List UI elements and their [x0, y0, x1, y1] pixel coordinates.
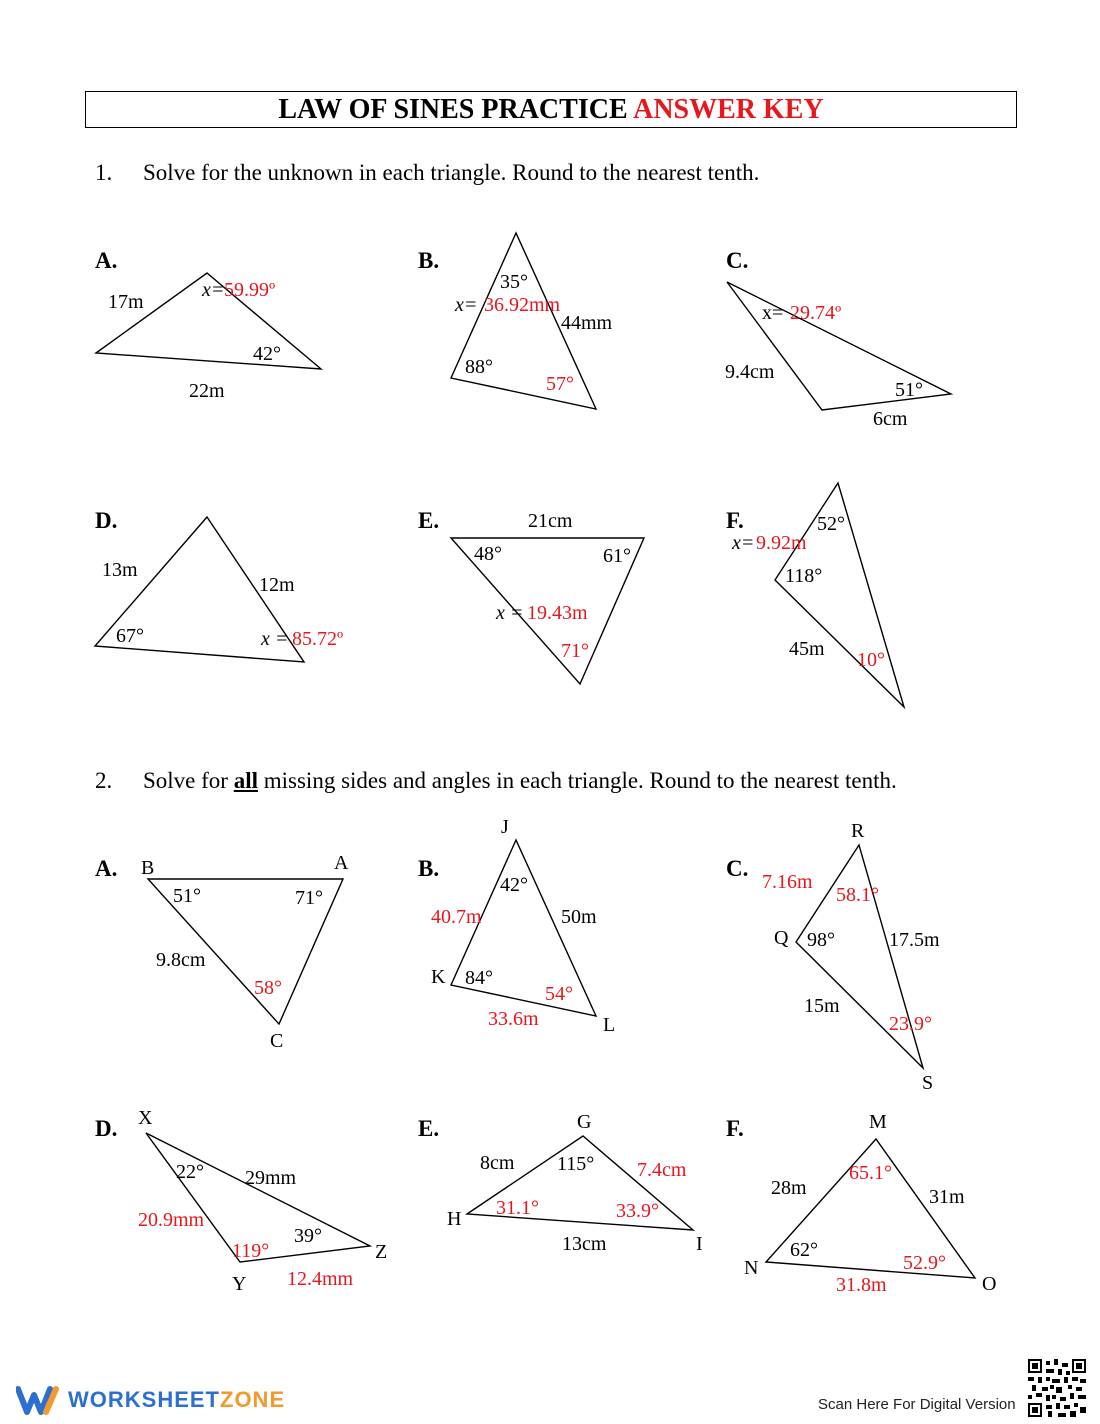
q2-f-answer-angle-m: 65.1°: [849, 1162, 892, 1184]
q1-c-label: C.: [726, 248, 749, 273]
q2-b-vertex-j: J: [501, 816, 509, 838]
q2-d-answer-side-yz: 12.4mm: [287, 1268, 354, 1290]
q2-c-vertex-r: R: [851, 820, 865, 842]
q2-b-side-jl: 50m: [561, 906, 597, 928]
q1-d-angle: 67°: [116, 625, 144, 647]
q2-e-label: E.: [418, 1116, 440, 1141]
q1-e-angle-right: 61°: [603, 545, 631, 567]
q2-e-answer-angle-i: 33.9°: [616, 1200, 659, 1222]
q2-d-answer-side-xy: 20.9mm: [138, 1209, 205, 1231]
q2-e-side-gh: 8cm: [480, 1152, 515, 1174]
q2-c-vertex-s: S: [922, 1072, 934, 1094]
q1-c-x-prefix: x=: [762, 302, 784, 324]
question-2-text-before: Solve for: [143, 768, 234, 793]
q1-b-label: B.: [418, 248, 440, 273]
q2-f-label: F.: [726, 1116, 744, 1141]
q1-f-answer: 9.92m: [756, 532, 807, 554]
q2-d-answer-angle-y: 119°: [232, 1240, 270, 1262]
q2-f-vertex-n: N: [744, 1257, 759, 1279]
q2-triangle-c: [726, 820, 940, 1094]
q2-c-side-qs: 15m: [804, 995, 840, 1017]
q2-e-vertex-g: G: [577, 1111, 592, 1133]
q1-triangle-d: [95, 508, 343, 662]
q2-a-vertex-a: A: [334, 852, 349, 874]
q2-d-label: D.: [95, 1116, 118, 1141]
q1-a-angle: 42°: [253, 343, 281, 365]
q2-f-angle-n: 62°: [790, 1239, 818, 1261]
q2-d-vertex-y: Y: [232, 1273, 247, 1295]
q2-b-vertex-k: K: [431, 966, 446, 988]
question-1-text: Solve for the unknown in each triangle. Round to the nearest tenth.: [143, 160, 760, 185]
q1-b-angle-left: 88°: [465, 356, 493, 378]
q1-c-angle: 51°: [895, 379, 923, 401]
q1-f-angle-top: 52°: [817, 513, 845, 535]
question-2-number: 2.: [95, 768, 113, 793]
q1-e-answer: 19.43m: [527, 602, 588, 624]
q2-e-answer-angle-h: 31.1°: [496, 1197, 539, 1219]
worksheetzone-logo[interactable]: [16, 1384, 285, 1416]
q1-triangle-b: [418, 233, 613, 409]
q1-c-side1: 9.4cm: [725, 361, 775, 383]
q1-c-answer: 29.74º: [790, 302, 842, 324]
q2-a-angle-a: 71°: [295, 887, 323, 909]
q2-c-answer-angle-r: 58.1°: [836, 884, 879, 906]
q1-f-side: 45m: [789, 638, 825, 660]
q2-triangle-f: [726, 1111, 996, 1296]
q1-b-side: 44mm: [561, 312, 613, 334]
q1-triangle-a: [95, 248, 321, 402]
worksheetzone-wordmark: [68, 1387, 285, 1413]
worksheetzone-w-icon: [16, 1385, 62, 1415]
q2-c-label: C.: [726, 856, 749, 881]
q1-a-side1: 17m: [108, 291, 144, 313]
q1-a-side2: 22m: [189, 380, 225, 402]
q1-triangle-c: [725, 248, 951, 430]
q1-f-label: F.: [726, 508, 744, 533]
q2-triangle-a: [95, 852, 349, 1052]
q2-d-side-xz: 29mm: [245, 1167, 297, 1189]
q2-e-angle-g: 115°: [557, 1153, 595, 1175]
q2-f-vertex-o: O: [982, 1273, 997, 1295]
q1-f-angle-left: 118°: [785, 565, 823, 587]
q2-c-answer-angle-s: 23.9°: [889, 1013, 932, 1035]
q1-f-answer-angle: 10°: [857, 649, 885, 671]
q1-b-angle-top: 35°: [500, 271, 528, 293]
question-1-number: 1.: [95, 160, 113, 185]
q2-a-side-bc: 9.8cm: [156, 949, 206, 971]
q2-f-vertex-m: M: [869, 1111, 887, 1133]
q2-c-answer-side-qr: 7.16m: [762, 871, 813, 893]
q1-a-label: A.: [95, 248, 118, 273]
q1-d-label: D.: [95, 508, 118, 533]
q2-d-vertex-x: X: [138, 1107, 153, 1129]
q1-e-answer-angle: 71°: [561, 640, 589, 662]
q1-triangle-f: [726, 483, 904, 707]
title-answer-key: ANSWER KEY: [633, 94, 824, 125]
q2-f-answer-angle-o: 52.9°: [903, 1252, 946, 1274]
q2-d-vertex-z: Z: [375, 1241, 388, 1263]
brand-worksheet: WORKSHEET: [68, 1387, 220, 1412]
q1-d-side1: 13m: [102, 559, 138, 581]
q1-b-answer-angle: 57°: [546, 373, 574, 395]
q2-a-vertex-c: C: [270, 1030, 284, 1052]
q2-b-label: B.: [418, 856, 440, 881]
q2-c-vertex-q: Q: [774, 927, 789, 949]
q2-triangle-e: [418, 1111, 703, 1255]
q2-b-answer-side-kl: 33.6m: [488, 1008, 539, 1030]
q1-e-side-top: 21cm: [528, 510, 573, 532]
q1-a-x-prefix: x=: [202, 279, 225, 301]
scan-text: Scan Here For Digital Version: [818, 1396, 1016, 1413]
q2-e-vertex-h: H: [447, 1208, 462, 1230]
q2-a-angle-b: 51°: [173, 885, 201, 907]
q2-b-angle-k: 84°: [465, 967, 493, 989]
q2-b-shape: [451, 840, 596, 1016]
q2-d-angle-x: 22°: [176, 1161, 204, 1183]
q2-b-angle-j: 42°: [500, 874, 528, 896]
q1-triangle-e: [418, 508, 644, 684]
q2-f-side-mo: 31m: [929, 1186, 965, 1208]
question-2-text-bold: all: [233, 768, 258, 793]
q2-e-vertex-i: I: [696, 1233, 703, 1255]
q2-b-answer-side-jk: 40.7m: [431, 906, 482, 928]
q2-e-side-hi: 13cm: [562, 1233, 607, 1255]
q1-e-label: E.: [418, 508, 440, 533]
q2-triangle-d: [95, 1107, 387, 1295]
q2-a-answer-angle-c: 58°: [254, 977, 282, 999]
q2-f-answer-side-no: 31.8m: [836, 1274, 887, 1296]
q2-f-side-mn: 28m: [771, 1177, 807, 1199]
q2-triangle-b: [418, 816, 615, 1036]
brand-zone: ZONE: [220, 1387, 286, 1412]
q2-e-answer-side-gi: 7.4cm: [637, 1159, 687, 1181]
q1-b-x-prefix: x=: [455, 294, 478, 316]
q1-d-x-prefix: x =: [261, 628, 289, 650]
q1-d-side2: 12m: [259, 574, 295, 596]
qr-code-icon[interactable]: [1028, 1359, 1086, 1417]
q2-b-vertex-l: L: [603, 1014, 616, 1036]
q1-e-x-prefix: x =: [496, 602, 524, 624]
q2-a-label: A.: [95, 856, 118, 881]
q1-f-x-prefix: x=: [732, 532, 755, 554]
q1-d-answer: 85.72º: [292, 628, 344, 650]
q2-d-angle-z: 39°: [294, 1225, 322, 1247]
title-main: LAW OF SINES PRACTICE: [278, 94, 628, 125]
q2-c-angle-q: 98°: [807, 929, 835, 951]
q2-a-vertex-b: B: [141, 857, 155, 879]
q1-c-side2: 6cm: [873, 408, 908, 430]
q2-b-answer-angle-l: 54°: [545, 983, 573, 1005]
question-2-text-after: missing sides and angles in each triangle. Round to the nearest tenth.: [258, 768, 897, 793]
q1-e-angle-left: 48°: [474, 543, 502, 565]
q2-c-side-rs: 17.5m: [889, 929, 940, 951]
q1-b-answer: 36.92mm: [484, 294, 561, 316]
q1-a-answer: 59.99º: [224, 279, 276, 301]
